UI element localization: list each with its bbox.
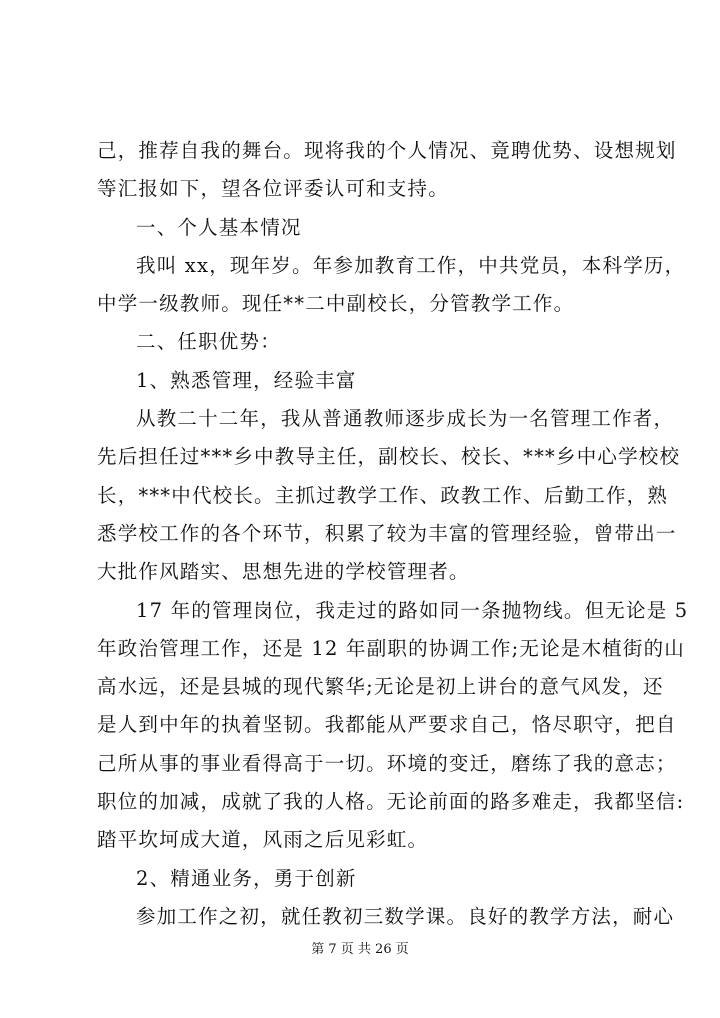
subsection-heading: 1、熟悉管理，经验丰富 [136,368,357,392]
text-line: 我叫 xx，现年岁。年参加教育工作，中共党员，本科学历， [136,253,686,277]
text-line: 己，推荐自我的舞台。现将我的个人情况、竟聘优势、设想规划 [97,139,677,162]
text-line: 长，***中代校长。主抓过教学工作、政教工作、后勤工作，熟 [97,483,669,507]
section-heading: 一、个人基本情况 [136,215,302,239]
text-line: 职位的加减，成就了我的人格。无论前面的路多难走，我都坚信: [97,790,685,814]
subsection-heading: 2、精通业务，勇于创新 [136,866,357,890]
text-line: 年政治管理工作，还是 12 年副职的协调工作;无论是木植街的山 [97,636,685,660]
text-line: 大批作风踏实、思想先进的学校管理者。 [97,560,470,584]
text-line: 踏平坎坷成大道，风雨之后见彩虹。 [97,828,429,852]
text-line: 高水远，还是县城的现代繁华;无论是初上讲台的意气风发，还 [97,675,664,699]
text-line: 先后担任过***乡中教导主任，副校长、校长、***乡中心学校校 [97,445,681,469]
section-heading: 二、任职优势： [136,330,281,354]
text-line: 17 年的管理岗位，我走过的路如同一条抛物线。但无论是 5 [136,598,689,622]
document-body [97,132,689,936]
text-line: 参加工作之初，就任教初三数学课。良好的教学方法，耐心 [136,904,675,928]
text-line: 是人到中年的执着坚韧。我都能从严要求自己，恪尽职守，把自 [97,713,677,737]
text-line: 等汇报如下，望各位评委认可和支持。 [97,177,449,201]
text-line: 己所从事的事业看得高于一切。环境的变迁，磨练了我的意志； [97,751,677,775]
text-line: 从教二十二年，我从普通教师逐步成长为一名管理工作者， [136,407,675,431]
page-number-footer: 第 7 页 共 26 页 [311,942,409,957]
text-line: 中学一级教师。现任**二中副校长，分管教学工作。 [97,292,575,316]
text-line: 悉学校工作的各个环节，积累了较为丰富的管理经验，曾带出一 [97,521,677,545]
